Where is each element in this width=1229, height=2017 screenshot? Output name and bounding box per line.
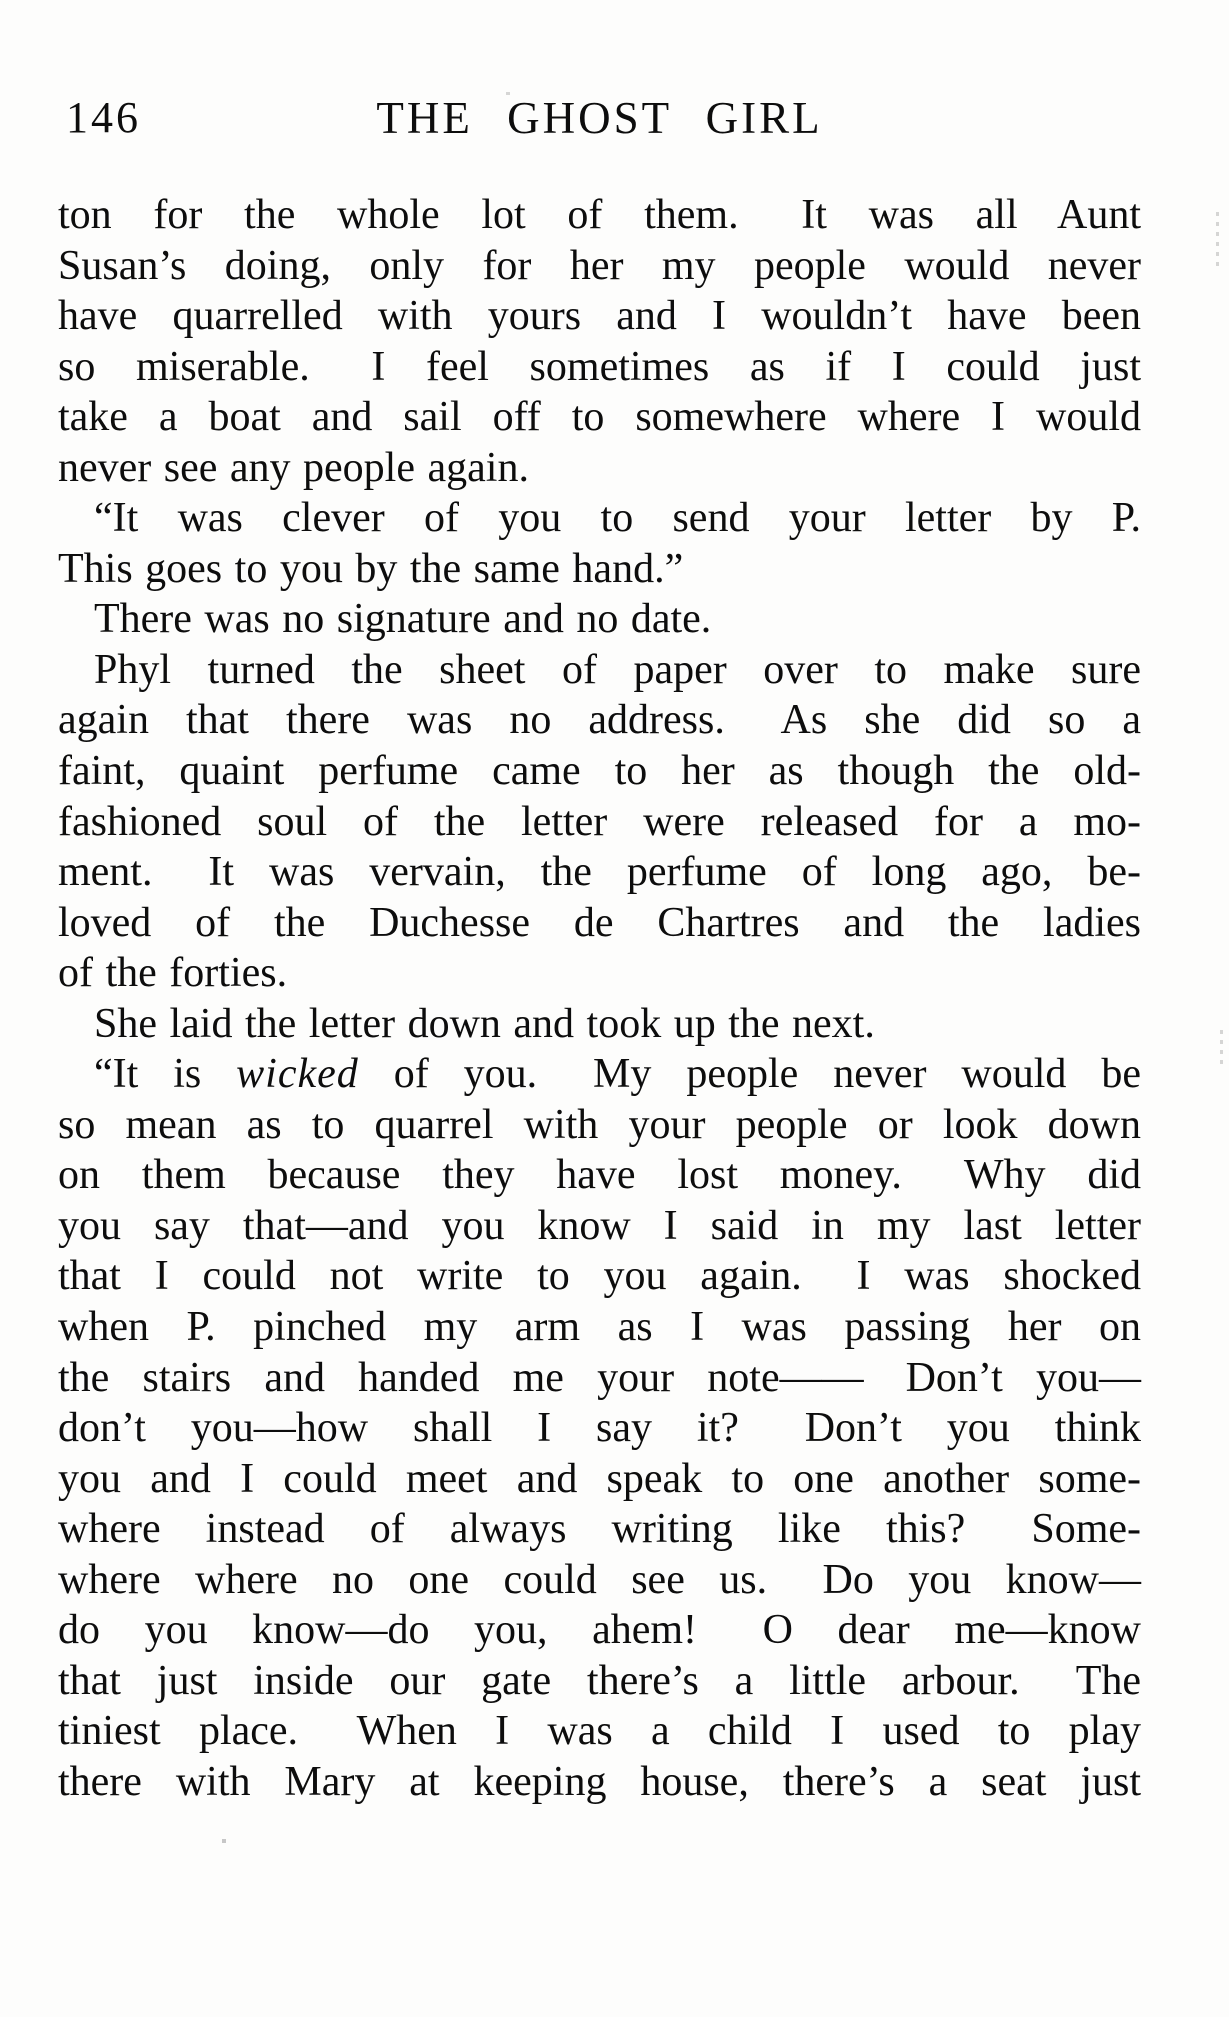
text-line: you say that—and you know I said in my last letter: [58, 1202, 1141, 1249]
text-line: where where no one could see us. Do you know—: [58, 1556, 1141, 1603]
text-line: again that there was no address. As she did so a: [58, 697, 1141, 744]
scan-artifact: [1216, 212, 1219, 270]
text-line: tiniest place. When I was a child I used to play: [58, 1708, 1141, 1755]
text-line: There was no signature and no date.: [94, 596, 712, 643]
text-line: She laid the letter down and took up the next.: [94, 1000, 875, 1047]
text-line: Susan’s doing, only for her my people would never: [58, 242, 1141, 289]
text-line: Phyl turned the sheet of paper over to make sure: [94, 646, 1141, 693]
text-line: so miserable. I feel sometimes as if I could just: [58, 343, 1141, 390]
text-line: ment. It was vervain, the perfume of long ago, be-: [58, 849, 1141, 896]
scan-artifact: [1220, 1030, 1223, 1070]
text-line: fashioned soul of the letter were released for a mo-: [58, 798, 1141, 845]
scan-artifact: [940, 1528, 943, 1531]
text-line: have quarrelled with yours and I wouldn’t have been: [58, 293, 1141, 340]
text-line: you and I could meet and speak to one another some-: [58, 1455, 1141, 1502]
text-line: don’t you—how shall I say it? Don’t you think: [58, 1405, 1141, 1452]
scan-artifact: [222, 1839, 226, 1843]
text-line: when P. pinched my arm as I was passing her on: [58, 1304, 1141, 1351]
text-line: of the forties.: [58, 950, 288, 997]
text-line: loved of the Duchesse de Chartres and the ladies: [58, 899, 1141, 946]
scan-artifact: [506, 92, 510, 95]
page-number: 146: [66, 93, 141, 142]
text-line: the stairs and handed me your note—— Don’t you—: [58, 1354, 1141, 1401]
page-title: THE GHOST GIRL: [376, 93, 823, 143]
text-line: where instead of always writing like this? Some-: [58, 1506, 1141, 1553]
text-line: that just inside our gate there’s a little arbour. The: [58, 1657, 1141, 1704]
text-line: ton for the whole lot of them. It was all Aunt: [58, 192, 1141, 238]
text-line: on them because they have lost money. Why did: [58, 1152, 1141, 1199]
text-line: do you know—do you, ahem! O dear me—know: [58, 1607, 1141, 1654]
text-line: “It is wicked of you. My people never would be: [94, 1051, 1141, 1098]
text-line: This goes to you by the same hand.”: [58, 545, 684, 592]
running-head: [58, 94, 1141, 146]
text-line: so mean as to quarrel with your people or look down: [58, 1101, 1141, 1148]
text-line: never see any people again.: [58, 444, 529, 491]
page-text: [58, 190, 1141, 1808]
text-line: there with Mary at keeping house, there’s a seat just: [58, 1758, 1141, 1805]
text-line: that I could not write to you again. I was shocked: [58, 1253, 1141, 1300]
text-line: “It was clever of you to send your letter by P.: [94, 495, 1141, 542]
text-line: take a boat and sail off to somewhere where I would: [58, 394, 1141, 441]
text-line: faint, quaint perfume came to her as though the old-: [58, 748, 1141, 795]
